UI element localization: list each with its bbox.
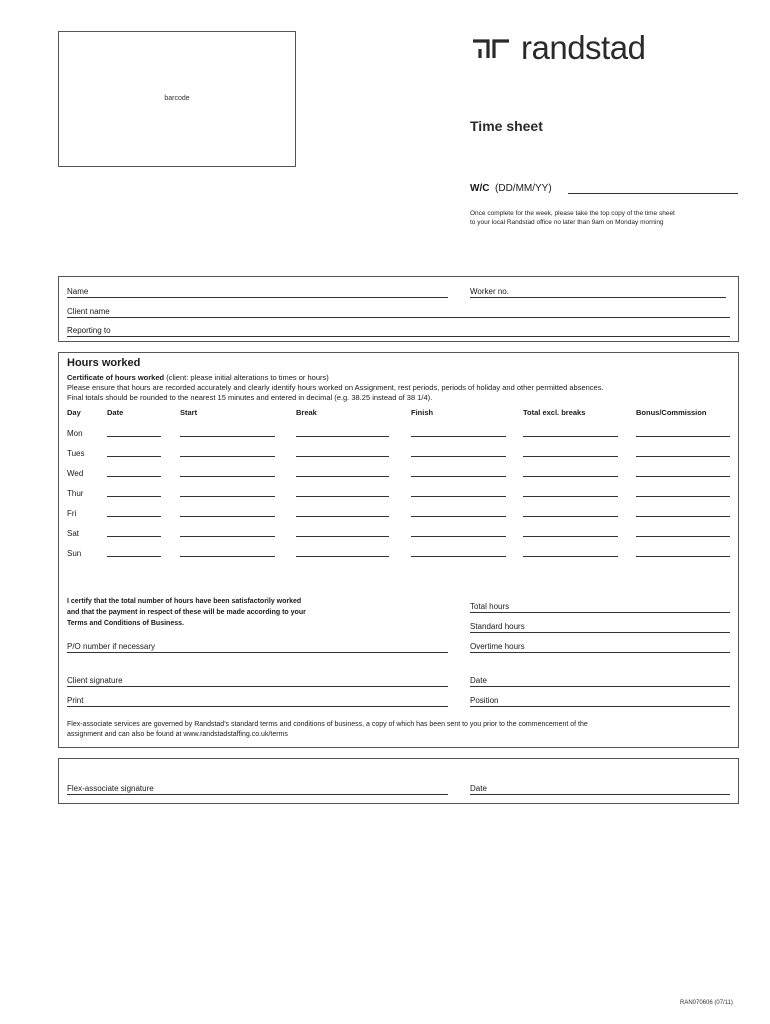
start-field[interactable] xyxy=(180,536,275,537)
cert-line-1: I certify that the total number of hours have been satisfactorily worked xyxy=(67,598,302,605)
reporting-to-label: Reporting to xyxy=(67,326,111,335)
col-finish: Finish xyxy=(411,408,434,417)
date-field[interactable] xyxy=(107,476,161,477)
wc-format: (DD/MM/YY) xyxy=(495,183,552,194)
total-field[interactable] xyxy=(523,476,618,477)
date-field[interactable] xyxy=(107,496,161,497)
terms-line-1: Flex-associate services are governed by Randstad's standard terms and conditions of business, a copy of which has been sent to you prior to the commencement of the xyxy=(67,721,588,728)
print-label: Print xyxy=(67,696,84,705)
signoff-section xyxy=(58,758,739,804)
worker-no-label: Worker no. xyxy=(470,287,509,296)
standard-hours-field[interactable] xyxy=(470,632,730,633)
client-name-field[interactable] xyxy=(67,317,730,318)
signoff-date-field[interactable] xyxy=(470,794,730,795)
barcode-box xyxy=(58,31,296,167)
col-day: Day xyxy=(67,408,81,417)
certificate-rest: (client: please initial alterations to times or hours) xyxy=(164,373,329,382)
name-label: Name xyxy=(67,287,89,296)
finish-field[interactable] xyxy=(411,536,506,537)
finish-field[interactable] xyxy=(411,476,506,477)
name-field[interactable] xyxy=(67,297,448,298)
flex-signature-label: Flex-associate signature xyxy=(67,784,154,793)
finish-field[interactable] xyxy=(411,516,506,517)
col-start: Start xyxy=(180,408,198,417)
break-field[interactable] xyxy=(296,536,389,537)
day-label: Sun xyxy=(67,549,82,558)
note-line-1: Once complete for the week, please take the top copy of the time sheet xyxy=(470,210,675,217)
certificate-bold: Certificate of hours worked xyxy=(67,373,165,382)
client-date-field[interactable] xyxy=(470,686,730,687)
client-signature-field[interactable] xyxy=(67,686,448,687)
certification-text xyxy=(67,596,306,629)
col-total-excl-breaks: Total excl. breaks xyxy=(523,408,586,417)
cert-line-3: Terms and Conditions of Business. xyxy=(67,620,184,627)
barcode-label: barcode xyxy=(164,95,190,102)
final-totals-text: Final totals should be rounded to the nearest 15 minutes and entered in decimal (e.g. 38.25 instead of 38 1/4). xyxy=(67,393,433,402)
total-field[interactable] xyxy=(523,556,618,557)
submission-note xyxy=(470,209,750,227)
total-hours-label: Total hours xyxy=(470,602,510,611)
overtime-hours-field[interactable] xyxy=(470,652,730,653)
col-date: Date xyxy=(107,408,124,417)
signoff-date-label: Date xyxy=(470,784,487,793)
worker-no-field[interactable] xyxy=(470,297,726,298)
hours-worked-section xyxy=(58,352,739,748)
week-commencing-field[interactable] xyxy=(568,193,738,194)
start-field[interactable] xyxy=(180,476,275,477)
overtime-hours-label: Overtime hours xyxy=(470,642,525,651)
col-break: Break xyxy=(296,408,317,417)
wc-bold: W/C xyxy=(470,183,490,194)
standard-hours-label: Standard hours xyxy=(470,622,525,631)
week-commencing-label xyxy=(470,183,552,194)
randstad-logo-icon xyxy=(471,37,511,59)
date-field[interactable] xyxy=(107,536,161,537)
total-field[interactable] xyxy=(523,436,618,437)
print-field[interactable] xyxy=(67,706,448,707)
client-signature-label: Client signature xyxy=(67,676,123,685)
finish-field[interactable] xyxy=(411,436,506,437)
break-field[interactable] xyxy=(296,556,389,557)
day-label: Thur xyxy=(67,489,84,498)
date-field[interactable] xyxy=(107,456,161,457)
bonus-field[interactable] xyxy=(636,556,730,557)
day-label: Wed xyxy=(67,469,84,478)
break-field[interactable] xyxy=(296,496,389,497)
day-label: Fri xyxy=(67,509,77,518)
po-number-field[interactable] xyxy=(67,652,448,653)
total-field[interactable] xyxy=(523,496,618,497)
date-field[interactable] xyxy=(107,516,161,517)
total-field[interactable] xyxy=(523,456,618,457)
col-bonus-commission: Bonus/Commission xyxy=(636,408,707,417)
start-field[interactable] xyxy=(180,496,275,497)
position-label: Position xyxy=(470,696,499,705)
day-label: Tues xyxy=(67,449,85,458)
start-field[interactable] xyxy=(180,516,275,517)
bonus-field[interactable] xyxy=(636,476,730,477)
hours-worked-title: Hours worked xyxy=(67,357,141,369)
terms-line-2: assignment and can also be found at www.randstadstaffing.co.uk/terms xyxy=(67,731,288,738)
total-hours-field[interactable] xyxy=(470,612,730,613)
bonus-field[interactable] xyxy=(636,516,730,517)
finish-field[interactable] xyxy=(411,496,506,497)
total-field[interactable] xyxy=(523,536,618,537)
bonus-field[interactable] xyxy=(636,456,730,457)
details-section xyxy=(58,276,739,342)
form-reference: RAN070606 (07/11) xyxy=(680,1000,733,1006)
break-field[interactable] xyxy=(296,456,389,457)
note-line-2: to your local Randstad office no later than 9am on Monday morning xyxy=(470,219,664,226)
break-field[interactable] xyxy=(296,436,389,437)
terms-notice xyxy=(67,720,588,740)
bonus-field[interactable] xyxy=(636,436,730,437)
bonus-field[interactable] xyxy=(636,496,730,497)
start-field[interactable] xyxy=(180,436,275,437)
total-field[interactable] xyxy=(523,516,618,517)
start-field[interactable] xyxy=(180,556,275,557)
randstad-logo xyxy=(471,29,646,66)
ensure-text: Please ensure that hours are recorded accurately and clearly identify hours worked on Assignment, rest periods, periods of holiday and other permitted absences. xyxy=(67,383,604,392)
date-field[interactable] xyxy=(107,436,161,437)
break-field[interactable] xyxy=(296,476,389,477)
flex-signature-field[interactable] xyxy=(67,794,448,795)
start-field[interactable] xyxy=(180,456,275,457)
finish-field[interactable] xyxy=(411,556,506,557)
break-field[interactable] xyxy=(296,516,389,517)
brand-name: randstad xyxy=(521,29,646,66)
finish-field[interactable] xyxy=(411,456,506,457)
day-label: Sat xyxy=(67,529,80,538)
certificate-line xyxy=(67,373,329,383)
position-field[interactable] xyxy=(470,706,730,707)
cert-line-2: and that the payment in respect of these will be made according to your xyxy=(67,609,306,616)
bonus-field[interactable] xyxy=(636,536,730,537)
po-number-label: P/O number if necessary xyxy=(67,642,156,651)
day-label: Mon xyxy=(67,429,83,438)
date-field[interactable] xyxy=(107,556,161,557)
reporting-to-field[interactable] xyxy=(67,336,730,337)
page-title: Time sheet xyxy=(470,118,543,134)
client-date-label: Date xyxy=(470,676,487,685)
client-name-label: Client name xyxy=(67,307,110,316)
